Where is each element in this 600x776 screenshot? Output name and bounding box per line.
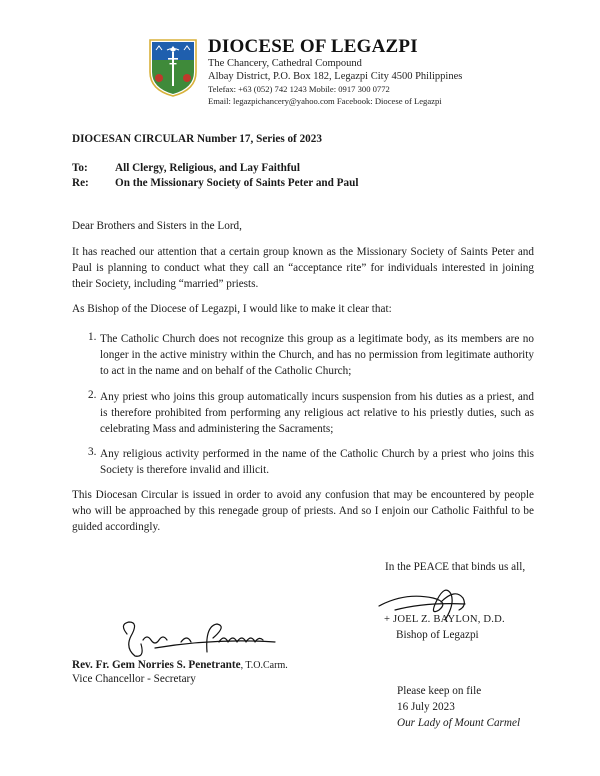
paragraph-statement: As Bishop of the Diocese of Legazpi, I would like to make it clear that: [72,303,392,315]
list-item-number: 2. [88,389,97,401]
to-value: All Clergy, Religious, and Lay Faithful [115,162,300,174]
bishop-title: Bishop of Legazpi [396,629,479,641]
letter-date: 16 July 2023 [397,701,455,713]
list-item: Any priest who joins this group automatically incurs suspension from his duties as a priest, and is therefore prohibited from performing any religious act relative to his priestly duties, such as celebrating Mass and administering the Sacraments; [100,391,534,436]
list-item: The Catholic Church does not recognize this group as a legitimate body, as its members are no longer in the active ministry within the Church, and has no permission from legitimate authority to act in the name and on behalf of the Catholic Church; [100,333,534,378]
to-label: To: [72,162,88,174]
secretary-name: Rev. Fr. Gem Norries S. Penetrante [72,659,241,671]
list-item-number: 1. [88,331,97,343]
file-note: Please keep on file [397,685,482,697]
org-name: DIOCESE OF LEGAZPI [208,36,418,57]
address-line-1: The Chancery, Cathedral Compound [208,58,362,69]
secretary-signature [115,616,280,660]
re-label: Re: [72,177,89,189]
list-item: Any religious activity performed in the name of the Catholic Church by a priest who joins this Society is therefore invalid and illicit. [100,448,534,477]
paragraph-intro: It has reached our attention that a certain group known as the Missionary Society of Saints Peter and Paul is planning to conduct what they call an “acceptance rite” for individuals interested in joining their Society, including “married” priests. [72,246,534,291]
address-line-2: Albay District, P.O. Box 182, Legazpi City 4500 Philippines [208,71,463,82]
secretary-suffix: , T.O.Carm. [240,660,288,671]
list-item-number: 3. [88,446,97,458]
bishop-name: + JOEL Z. BAYLON, D.D. [384,614,505,625]
closing-line: In the PEACE that binds us all, [385,561,526,573]
diocese-crest-icon [148,38,198,98]
contact-line: Telefax: +63 (052) 742 1243 Mobile: 0917 300 0772 [208,84,390,94]
salutation: Dear Brothers and Sisters in the Lord, [72,220,242,232]
re-value: On the Missionary Society of Saints Peter and Paul [115,177,359,189]
circular-title: DIOCESAN CIRCULAR Number 17, Series of 2023 [72,133,322,145]
secretary-title: Vice Chancellor - Secretary [72,673,196,685]
email-line: Email: legazpichancery@yahoo.com Facebook: Diocese of Legazpi [208,96,442,106]
feast-day: Our Lady of Mount Carmel [397,717,521,729]
paragraph-closing: This Diocesan Circular is issued in order to avoid any confusion that may be encountered by people who will be approached by this renegade group of priests. And so I enjoin our Catholic Faithful to be guided accordingly. [72,489,534,534]
